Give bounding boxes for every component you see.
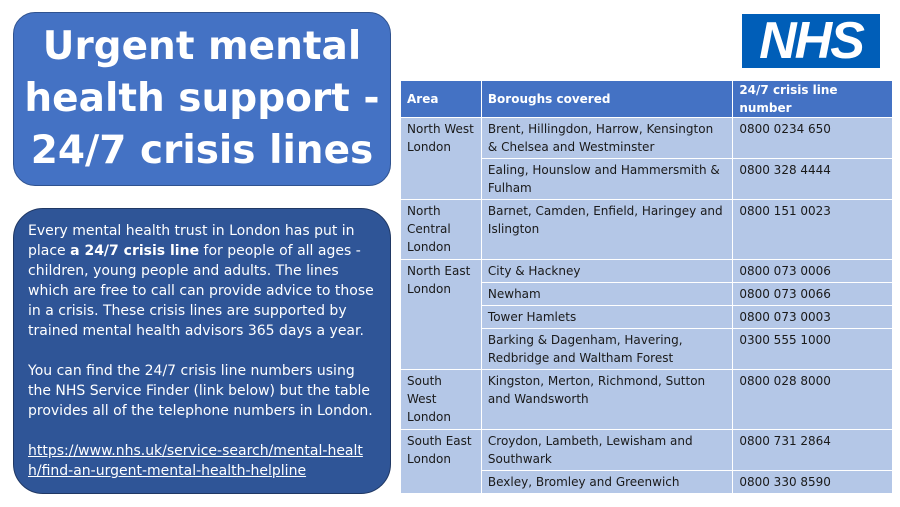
number-cell: 0800 073 0066 [733, 283, 893, 306]
area-cell: North West London [401, 118, 482, 200]
table-body [401, 118, 893, 494]
number-cell: 0800 731 2864 [733, 430, 893, 471]
info-panel [13, 208, 391, 494]
number-cell: 0800 073 0003 [733, 306, 893, 329]
page-title: Urgent mental health support - 24/7 crisis lines [24, 24, 380, 173]
number-cell: 0800 0234 650 [733, 118, 893, 159]
boroughs-cell: City & Hackney [481, 260, 732, 283]
header-area: Area [401, 81, 482, 118]
boroughs-cell: Croydon, Lambeth, Lewisham and Southwark [481, 430, 732, 471]
area-cell: South East London [401, 430, 482, 494]
area-cell: South West London [401, 370, 482, 430]
number-cell: 0300 555 1000 [733, 329, 893, 370]
area-cell: North East London [401, 260, 482, 370]
boroughs-cell: Bexley, Bromley and Greenwich [481, 471, 732, 494]
boroughs-cell: Ealing, Hounslow and Hammersmith & Fulham [481, 159, 732, 200]
table-header-row [401, 81, 893, 118]
info-text-1-bold: a 24/7 crisis line [70, 243, 200, 259]
table-row [401, 370, 893, 430]
boroughs-cell: Brent, Hillingdon, Harrow, Kensington & Chelsea and Westminster [481, 118, 732, 159]
table-row [401, 200, 893, 260]
table-row [401, 260, 893, 283]
boroughs-cell: Barking & Dagenham, Havering, Redbridge and Waltham Forest [481, 329, 732, 370]
number-cell: 0800 330 8590 [733, 471, 893, 494]
table-row [401, 118, 893, 159]
boroughs-cell: Newham [481, 283, 732, 306]
header-number: 24/7 crisis line number [733, 81, 893, 118]
boroughs-cell: Barnet, Camden, Enfield, Haringey and Islington [481, 200, 732, 260]
number-cell: 0800 328 4444 [733, 159, 893, 200]
info-text-1b: for people of all ages - children, young people and adults. The lines which are free to call can provide advice to those in a crisis. These crisis lines are supported by trained mental health advisors 365 days a year. [28, 243, 374, 339]
nhs-logo-text: NHS [759, 12, 863, 70]
boroughs-cell: Tower Hamlets [481, 306, 732, 329]
info-paragraph-3 [28, 441, 376, 481]
area-cell: North Central London [401, 200, 482, 260]
boroughs-cell: Kingston, Merton, Richmond, Sutton and Wandsworth [481, 370, 732, 430]
info-paragraph-2: You can find the 24/7 crisis line numbers using the NHS Service Finder (link below) but the table provides all of the telephone numbers in London. [28, 363, 373, 419]
nhs-helpline-link[interactable]: https://www.nhs.uk/service-search/mental-health/find-an-urgent-mental-health-helpline [28, 443, 363, 479]
number-cell: 0800 028 8000 [733, 370, 893, 430]
number-cell: 0800 151 0023 [733, 200, 893, 260]
info-text-1a: Every mental health trust in London has put in place [28, 223, 355, 259]
table-row [401, 430, 893, 471]
header-boroughs: Boroughs covered [481, 81, 732, 118]
title-box [13, 12, 391, 186]
nhs-logo [742, 14, 880, 68]
info-paragraph-1 [28, 221, 376, 341]
number-cell: 0800 073 0006 [733, 260, 893, 283]
crisis-lines-table [400, 80, 893, 494]
